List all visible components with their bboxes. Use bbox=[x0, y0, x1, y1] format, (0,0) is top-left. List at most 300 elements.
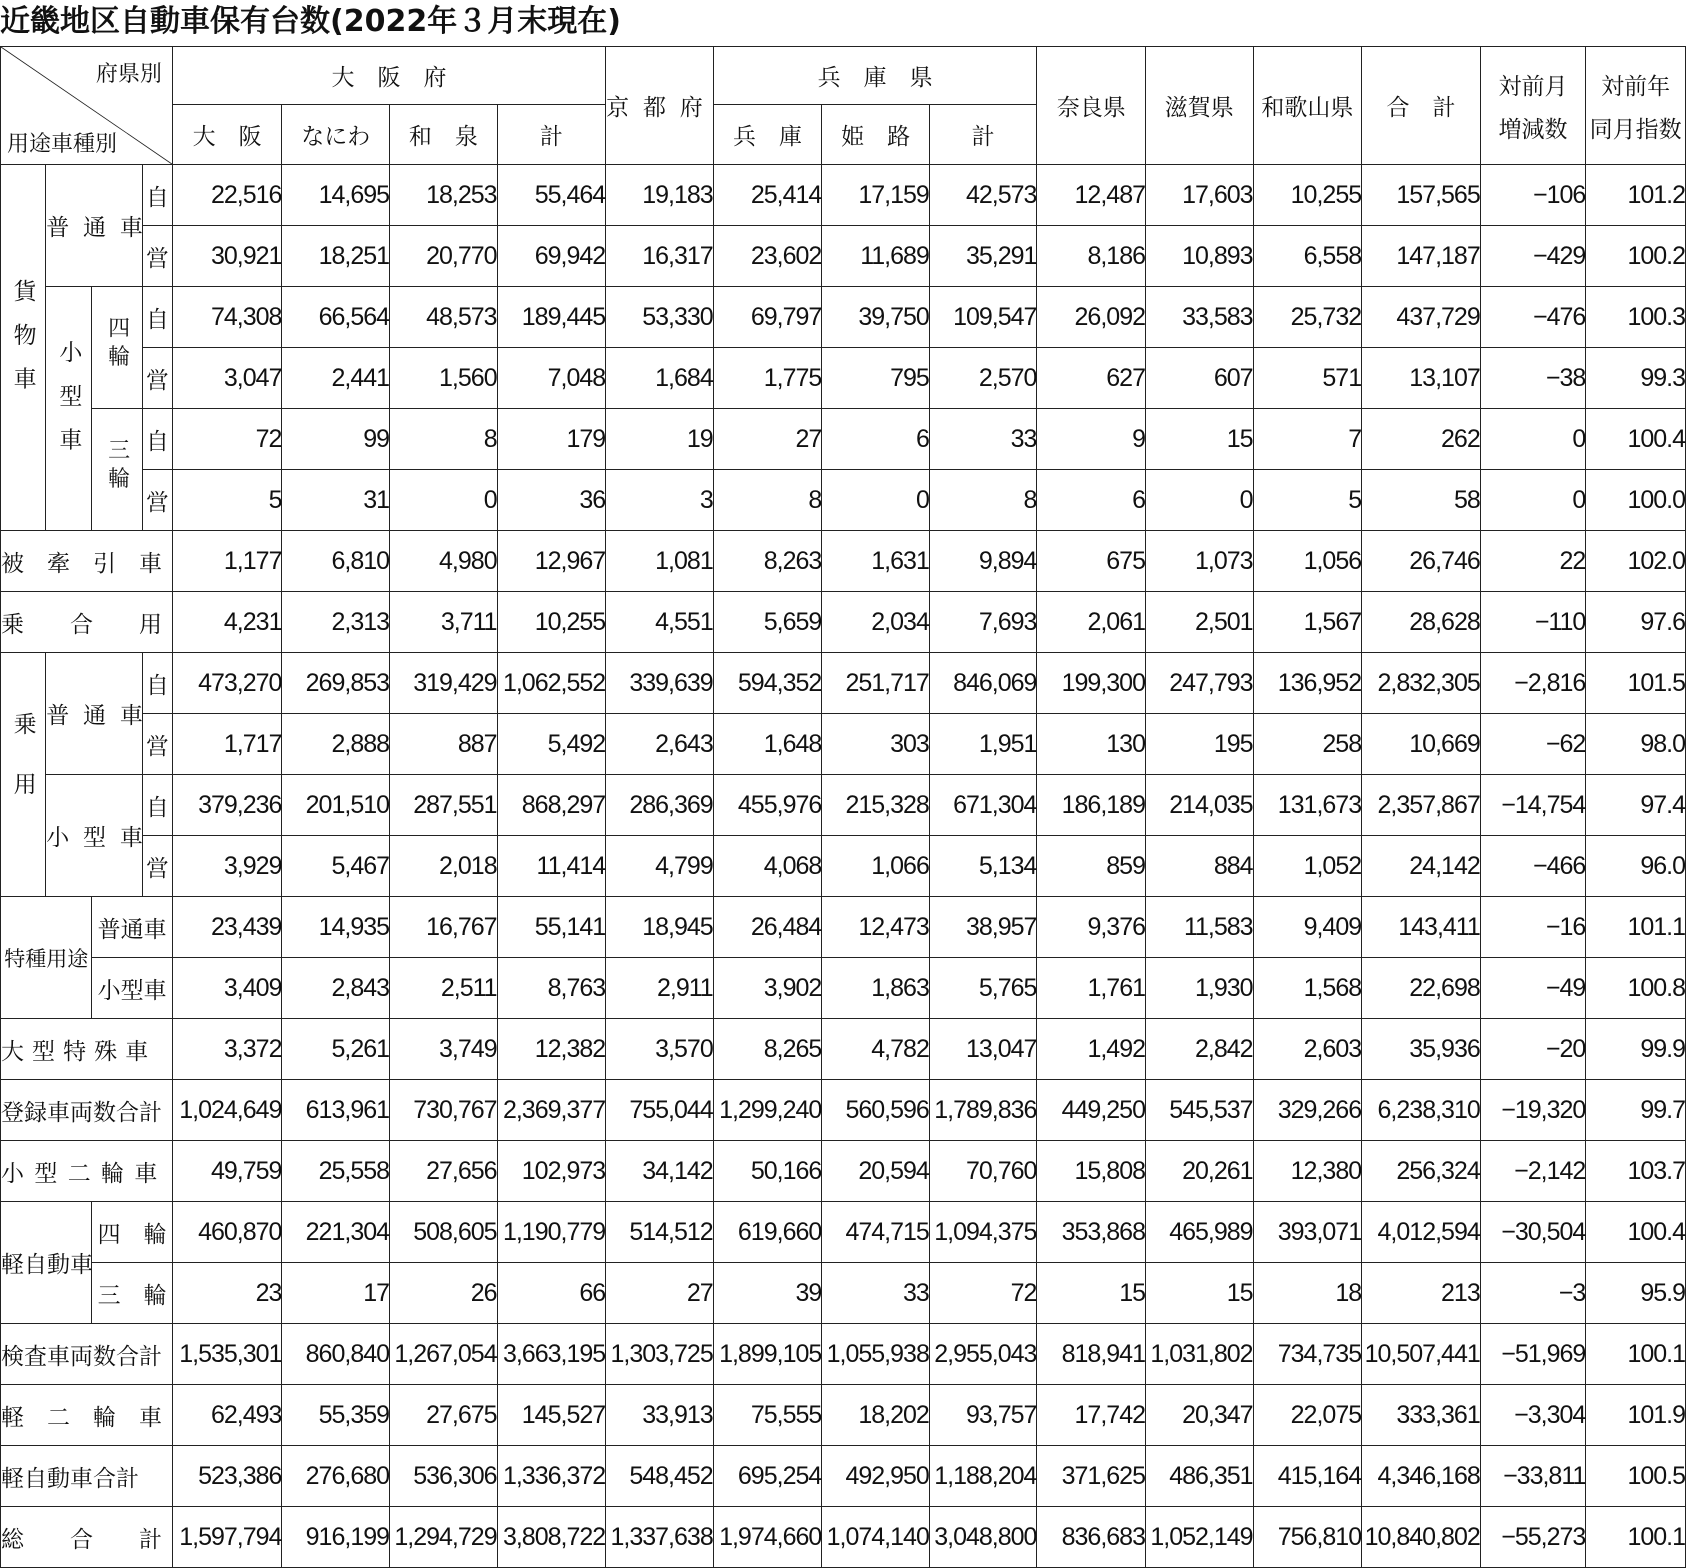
table-row bbox=[1, 409, 1686, 470]
cell-kyoto: 1,303,725 bbox=[606, 1324, 714, 1385]
cell-yoy-index: 100.1 bbox=[1586, 1507, 1686, 1568]
cell-osaka: 1,535,301 bbox=[172, 1324, 282, 1385]
cell-kyoto: 1,337,638 bbox=[606, 1507, 714, 1568]
cell-osaka: 49,759 bbox=[172, 1141, 282, 1202]
cell-wakayama: 571 bbox=[1253, 348, 1362, 409]
cell-kyoto: 3 bbox=[606, 470, 714, 531]
cell-nara: 9,376 bbox=[1037, 897, 1146, 958]
cell-mom-change: −55,273 bbox=[1480, 1507, 1586, 1568]
label-joyo: 乗用 bbox=[1, 653, 46, 897]
label-ei: 営 bbox=[142, 714, 172, 775]
cell-osaka: 379,236 bbox=[172, 775, 282, 836]
cell-himeji: 251,717 bbox=[822, 653, 930, 714]
cell-shiga: 214,035 bbox=[1146, 775, 1254, 836]
cell-naniwa: 269,853 bbox=[282, 653, 390, 714]
cell-wakayama: 258 bbox=[1253, 714, 1362, 775]
table-row bbox=[1, 287, 1686, 348]
cell-himeji: 303 bbox=[822, 714, 930, 775]
table-row bbox=[1, 592, 1686, 653]
label-kensa: 検査車両数合計 bbox=[1, 1324, 173, 1385]
label-shirin: 四輪 bbox=[92, 287, 142, 409]
cell-izumi: 16,767 bbox=[390, 897, 498, 958]
cell-hyogo-total: 1,951 bbox=[929, 714, 1037, 775]
cell-total: 24,142 bbox=[1362, 836, 1481, 897]
header-nara: 奈良県 bbox=[1037, 47, 1146, 165]
cell-himeji: 1,631 bbox=[822, 531, 930, 592]
header-mom-line2: 増減数 bbox=[1498, 116, 1568, 143]
table-row bbox=[1, 836, 1686, 897]
cell-total: 10,507,441 bbox=[1362, 1324, 1481, 1385]
cell-izumi: 18,253 bbox=[390, 165, 498, 226]
cell-hyogo: 1,775 bbox=[713, 348, 822, 409]
cell-osaka-total: 55,464 bbox=[497, 165, 606, 226]
cell-izumi: 1,267,054 bbox=[390, 1324, 498, 1385]
cell-osaka: 3,409 bbox=[172, 958, 282, 1019]
header-total: 合 計 bbox=[1362, 47, 1481, 165]
cell-osaka-total: 69,942 bbox=[497, 226, 606, 287]
cell-osaka: 523,386 bbox=[172, 1446, 282, 1507]
cell-mom-change: −2,142 bbox=[1480, 1141, 1586, 1202]
cell-yoy-index: 100.1 bbox=[1586, 1324, 1686, 1385]
cell-wakayama: 329,266 bbox=[1253, 1080, 1362, 1141]
cell-shiga: 195 bbox=[1146, 714, 1254, 775]
cell-osaka: 1,717 bbox=[172, 714, 282, 775]
corner-bottom-label: 用途車種別 bbox=[7, 132, 118, 157]
cell-kyoto: 2,911 bbox=[606, 958, 714, 1019]
cell-shiga: 607 bbox=[1146, 348, 1254, 409]
cell-nara: 17,742 bbox=[1037, 1385, 1146, 1446]
cell-mom-change: −19,320 bbox=[1480, 1080, 1586, 1141]
cell-nara: 627 bbox=[1037, 348, 1146, 409]
cell-naniwa: 860,840 bbox=[282, 1324, 390, 1385]
cell-himeji: 18,202 bbox=[822, 1385, 930, 1446]
cell-naniwa: 6,810 bbox=[282, 531, 390, 592]
cell-hyogo: 27 bbox=[713, 409, 822, 470]
label-kamotsu: 貨物車 bbox=[1, 165, 46, 531]
cell-osaka: 30,921 bbox=[172, 226, 282, 287]
cell-osaka-total: 189,445 bbox=[497, 287, 606, 348]
cell-total: 147,187 bbox=[1362, 226, 1481, 287]
header-mom-line1: 対前月 bbox=[1498, 73, 1568, 100]
cell-himeji: 1,066 bbox=[822, 836, 930, 897]
cell-osaka: 1,597,794 bbox=[172, 1507, 282, 1568]
cell-osaka: 1,177 bbox=[172, 531, 282, 592]
table-row bbox=[1, 958, 1686, 1019]
cell-shiga: 1,073 bbox=[1146, 531, 1254, 592]
cell-wakayama: 734,735 bbox=[1253, 1324, 1362, 1385]
cell-himeji: 12,473 bbox=[822, 897, 930, 958]
label-kogata: 小型車 bbox=[46, 287, 92, 531]
cell-mom-change: −2,816 bbox=[1480, 653, 1586, 714]
cell-himeji: 795 bbox=[822, 348, 930, 409]
label-ei: 営 bbox=[142, 470, 172, 531]
cell-naniwa: 5,261 bbox=[282, 1019, 390, 1080]
label-ei: 営 bbox=[142, 348, 172, 409]
cell-himeji: 2,034 bbox=[822, 592, 930, 653]
table-row bbox=[1, 897, 1686, 958]
cell-hyogo-total: 5,134 bbox=[929, 836, 1037, 897]
cell-kyoto: 19,183 bbox=[606, 165, 714, 226]
cell-osaka-total: 145,527 bbox=[497, 1385, 606, 1446]
cell-total: 143,411 bbox=[1362, 897, 1481, 958]
table-row bbox=[1, 1202, 1686, 1263]
corner-top-label: 府県別 bbox=[95, 62, 162, 87]
cell-himeji: 33 bbox=[822, 1263, 930, 1324]
cell-kyoto: 286,369 bbox=[606, 775, 714, 836]
label-sogo: 総 合 計 bbox=[1, 1507, 173, 1568]
table-row bbox=[1, 226, 1686, 287]
cell-total: 256,324 bbox=[1362, 1141, 1481, 1202]
cell-naniwa: 66,564 bbox=[282, 287, 390, 348]
label-sanrin: 三輪 bbox=[92, 409, 142, 531]
cell-total: 26,746 bbox=[1362, 531, 1481, 592]
cell-nara: 2,061 bbox=[1037, 592, 1146, 653]
label-kei-total: 軽自動車合計 bbox=[1, 1446, 173, 1507]
cell-kyoto: 2,643 bbox=[606, 714, 714, 775]
label-tokushu-kogata: 小型車 bbox=[92, 958, 172, 1019]
cell-shiga: 2,501 bbox=[1146, 592, 1254, 653]
vehicle-statistics-table bbox=[0, 46, 1686, 1568]
cell-yoy-index: 100.4 bbox=[1586, 1202, 1686, 1263]
cell-kyoto: 33,913 bbox=[606, 1385, 714, 1446]
cell-osaka-total: 2,369,377 bbox=[497, 1080, 606, 1141]
cell-osaka: 460,870 bbox=[172, 1202, 282, 1263]
label-ji: 自 bbox=[142, 653, 172, 714]
cell-wakayama: 131,673 bbox=[1253, 775, 1362, 836]
cell-total: 28,628 bbox=[1362, 592, 1481, 653]
cell-hyogo-total: 35,291 bbox=[929, 226, 1037, 287]
cell-izumi: 1,294,729 bbox=[390, 1507, 498, 1568]
cell-mom-change: −51,969 bbox=[1480, 1324, 1586, 1385]
cell-shiga: 0 bbox=[1146, 470, 1254, 531]
cell-nara: 836,683 bbox=[1037, 1507, 1146, 1568]
cell-total: 6,238,310 bbox=[1362, 1080, 1481, 1141]
cell-hyogo: 8,265 bbox=[713, 1019, 822, 1080]
cell-izumi: 2,018 bbox=[390, 836, 498, 897]
cell-mom-change: 22 bbox=[1480, 531, 1586, 592]
cell-kyoto: 19 bbox=[606, 409, 714, 470]
cell-izumi: 319,429 bbox=[390, 653, 498, 714]
cell-mom-change: −3 bbox=[1480, 1263, 1586, 1324]
cell-himeji: 6 bbox=[822, 409, 930, 470]
cell-himeji: 1,074,140 bbox=[822, 1507, 930, 1568]
cell-total: 262 bbox=[1362, 409, 1481, 470]
header-shiga: 滋賀県 bbox=[1146, 47, 1254, 165]
cell-naniwa: 31 bbox=[282, 470, 390, 531]
cell-mom-change: −110 bbox=[1480, 592, 1586, 653]
cell-himeji: 492,950 bbox=[822, 1446, 930, 1507]
cell-total: 213 bbox=[1362, 1263, 1481, 1324]
label-futsu: 普通車 bbox=[46, 165, 143, 287]
cell-mom-change: −466 bbox=[1480, 836, 1586, 897]
header-yoy bbox=[1586, 47, 1686, 165]
cell-kyoto: 514,512 bbox=[606, 1202, 714, 1263]
cell-mom-change: −476 bbox=[1480, 287, 1586, 348]
cell-osaka: 5 bbox=[172, 470, 282, 531]
cell-osaka: 22,516 bbox=[172, 165, 282, 226]
cell-wakayama: 756,810 bbox=[1253, 1507, 1362, 1568]
cell-hyogo: 69,797 bbox=[713, 287, 822, 348]
cell-izumi: 8 bbox=[390, 409, 498, 470]
cell-osaka-total: 36 bbox=[497, 470, 606, 531]
cell-hyogo-total: 1,188,204 bbox=[929, 1446, 1037, 1507]
table-row bbox=[1, 165, 1686, 226]
cell-mom-change: −33,811 bbox=[1480, 1446, 1586, 1507]
cell-izumi: 3,711 bbox=[390, 592, 498, 653]
cell-total: 10,669 bbox=[1362, 714, 1481, 775]
cell-total: 22,698 bbox=[1362, 958, 1481, 1019]
table-row bbox=[1, 1507, 1686, 1568]
cell-kyoto: 339,639 bbox=[606, 653, 714, 714]
cell-shiga: 20,347 bbox=[1146, 1385, 1254, 1446]
cell-naniwa: 221,304 bbox=[282, 1202, 390, 1263]
cell-mom-change: 0 bbox=[1480, 470, 1586, 531]
cell-shiga: 33,583 bbox=[1146, 287, 1254, 348]
cell-hyogo: 50,166 bbox=[713, 1141, 822, 1202]
cell-hyogo-total: 846,069 bbox=[929, 653, 1037, 714]
cell-shiga: 545,537 bbox=[1146, 1080, 1254, 1141]
cell-kyoto: 3,570 bbox=[606, 1019, 714, 1080]
cell-total: 2,357,867 bbox=[1362, 775, 1481, 836]
cell-shiga: 11,583 bbox=[1146, 897, 1254, 958]
cell-kyoto: 16,317 bbox=[606, 226, 714, 287]
cell-nara: 199,300 bbox=[1037, 653, 1146, 714]
cell-wakayama: 7 bbox=[1253, 409, 1362, 470]
table-row bbox=[1, 653, 1686, 714]
cell-himeji: 560,596 bbox=[822, 1080, 930, 1141]
cell-naniwa: 99 bbox=[282, 409, 390, 470]
cell-hyogo: 1,648 bbox=[713, 714, 822, 775]
cell-mom-change: −30,504 bbox=[1480, 1202, 1586, 1263]
cell-izumi: 27,656 bbox=[390, 1141, 498, 1202]
cell-osaka-total: 12,382 bbox=[497, 1019, 606, 1080]
label-toroku: 登録車両数合計 bbox=[1, 1080, 173, 1141]
cell-yoy-index: 99.7 bbox=[1586, 1080, 1686, 1141]
cell-kyoto: 1,684 bbox=[606, 348, 714, 409]
cell-nara: 6 bbox=[1037, 470, 1146, 531]
page-title: 近畿地区自動車保有台数(2022年３月末現在) bbox=[0, 4, 621, 39]
cell-hyogo-total: 1,094,375 bbox=[929, 1202, 1037, 1263]
cell-himeji: 20,594 bbox=[822, 1141, 930, 1202]
cell-wakayama: 12,380 bbox=[1253, 1141, 1362, 1202]
label-ji: 自 bbox=[142, 287, 172, 348]
cell-osaka: 3,929 bbox=[172, 836, 282, 897]
cell-naniwa: 18,251 bbox=[282, 226, 390, 287]
cell-osaka: 1,024,649 bbox=[172, 1080, 282, 1141]
header-hyogo: 兵 庫 bbox=[713, 105, 822, 165]
label-hiken: 被 牽 引 車 bbox=[1, 531, 173, 592]
cell-izumi: 508,605 bbox=[390, 1202, 498, 1263]
cell-izumi: 887 bbox=[390, 714, 498, 775]
cell-hyogo-total: 70,760 bbox=[929, 1141, 1037, 1202]
cell-osaka: 23,439 bbox=[172, 897, 282, 958]
cell-mom-change: −62 bbox=[1480, 714, 1586, 775]
label-noriai: 乗 合 用 bbox=[1, 592, 173, 653]
label-kei-nirin: 軽 二 輪 車 bbox=[1, 1385, 173, 1446]
cell-yoy-index: 101.1 bbox=[1586, 897, 1686, 958]
label-ei: 営 bbox=[142, 836, 172, 897]
cell-kyoto: 18,945 bbox=[606, 897, 714, 958]
cell-izumi: 730,767 bbox=[390, 1080, 498, 1141]
cell-naniwa: 2,313 bbox=[282, 592, 390, 653]
cell-wakayama: 1,052 bbox=[1253, 836, 1362, 897]
cell-osaka: 3,047 bbox=[172, 348, 282, 409]
cell-yoy-index: 100.8 bbox=[1586, 958, 1686, 1019]
cell-hyogo-total: 72 bbox=[929, 1263, 1037, 1324]
header-izumi: 和 泉 bbox=[390, 105, 498, 165]
cell-yoy-index: 98.0 bbox=[1586, 714, 1686, 775]
cell-total: 35,936 bbox=[1362, 1019, 1481, 1080]
header-hyogo-total: 計 bbox=[929, 105, 1037, 165]
cell-himeji: 4,782 bbox=[822, 1019, 930, 1080]
cell-shiga: 486,351 bbox=[1146, 1446, 1254, 1507]
cell-nara: 1,761 bbox=[1037, 958, 1146, 1019]
cell-wakayama: 18 bbox=[1253, 1263, 1362, 1324]
cell-shiga: 17,603 bbox=[1146, 165, 1254, 226]
cell-total: 4,346,168 bbox=[1362, 1446, 1481, 1507]
header-kyoto: 京都府 bbox=[606, 47, 714, 165]
cell-himeji: 1,863 bbox=[822, 958, 930, 1019]
cell-izumi: 26 bbox=[390, 1263, 498, 1324]
cell-izumi: 20,770 bbox=[390, 226, 498, 287]
cell-nara: 15 bbox=[1037, 1263, 1146, 1324]
cell-hyogo: 619,660 bbox=[713, 1202, 822, 1263]
header-corner bbox=[1, 47, 173, 165]
cell-himeji: 474,715 bbox=[822, 1202, 930, 1263]
header-mom bbox=[1480, 47, 1586, 165]
label-keijidosha: 軽自動車 bbox=[1, 1202, 92, 1324]
cell-nara: 353,868 bbox=[1037, 1202, 1146, 1263]
cell-nara: 859 bbox=[1037, 836, 1146, 897]
cell-nara: 8,186 bbox=[1037, 226, 1146, 287]
cell-kyoto: 53,330 bbox=[606, 287, 714, 348]
cell-himeji: 17,159 bbox=[822, 165, 930, 226]
cell-yoy-index: 96.0 bbox=[1586, 836, 1686, 897]
cell-shiga: 1,052,149 bbox=[1146, 1507, 1254, 1568]
cell-naniwa: 55,359 bbox=[282, 1385, 390, 1446]
cell-hyogo: 4,068 bbox=[713, 836, 822, 897]
cell-hyogo-total: 8 bbox=[929, 470, 1037, 531]
cell-osaka: 3,372 bbox=[172, 1019, 282, 1080]
cell-osaka-total: 868,297 bbox=[497, 775, 606, 836]
cell-shiga: 884 bbox=[1146, 836, 1254, 897]
cell-izumi: 2,511 bbox=[390, 958, 498, 1019]
cell-wakayama: 5 bbox=[1253, 470, 1362, 531]
cell-himeji: 215,328 bbox=[822, 775, 930, 836]
cell-wakayama: 415,164 bbox=[1253, 1446, 1362, 1507]
header-osaka-total: 計 bbox=[497, 105, 606, 165]
table-row bbox=[1, 470, 1686, 531]
cell-yoy-index: 99.3 bbox=[1586, 348, 1686, 409]
cell-osaka-total: 55,141 bbox=[497, 897, 606, 958]
cell-osaka-total: 3,663,195 bbox=[497, 1324, 606, 1385]
cell-shiga: 15 bbox=[1146, 409, 1254, 470]
cell-mom-change: −49 bbox=[1480, 958, 1586, 1019]
cell-shiga: 1,031,802 bbox=[1146, 1324, 1254, 1385]
cell-kyoto: 755,044 bbox=[606, 1080, 714, 1141]
cell-osaka: 23 bbox=[172, 1263, 282, 1324]
cell-hyogo: 3,902 bbox=[713, 958, 822, 1019]
cell-izumi: 48,573 bbox=[390, 287, 498, 348]
cell-yoy-index: 100.5 bbox=[1586, 1446, 1686, 1507]
cell-total: 437,729 bbox=[1362, 287, 1481, 348]
cell-hyogo-total: 2,570 bbox=[929, 348, 1037, 409]
cell-nara: 26,092 bbox=[1037, 287, 1146, 348]
cell-naniwa: 276,680 bbox=[282, 1446, 390, 1507]
cell-yoy-index: 100.2 bbox=[1586, 226, 1686, 287]
cell-osaka-total: 7,048 bbox=[497, 348, 606, 409]
cell-yoy-index: 101.9 bbox=[1586, 1385, 1686, 1446]
cell-hyogo: 594,352 bbox=[713, 653, 822, 714]
cell-mom-change: −38 bbox=[1480, 348, 1586, 409]
cell-naniwa: 2,843 bbox=[282, 958, 390, 1019]
cell-izumi: 0 bbox=[390, 470, 498, 531]
label-ji: 自 bbox=[142, 409, 172, 470]
label-kei-sanrin: 三 輪 bbox=[92, 1263, 172, 1324]
cell-osaka: 74,308 bbox=[172, 287, 282, 348]
header-naniwa: なにわ bbox=[282, 105, 390, 165]
cell-nara: 818,941 bbox=[1037, 1324, 1146, 1385]
table-row bbox=[1, 1019, 1686, 1080]
cell-kyoto: 27 bbox=[606, 1263, 714, 1324]
cell-osaka-total: 1,190,779 bbox=[497, 1202, 606, 1263]
cell-hyogo-total: 1,789,836 bbox=[929, 1080, 1037, 1141]
cell-osaka-total: 1,062,552 bbox=[497, 653, 606, 714]
cell-naniwa: 14,695 bbox=[282, 165, 390, 226]
cell-osaka-total: 10,255 bbox=[497, 592, 606, 653]
cell-hyogo-total: 42,573 bbox=[929, 165, 1037, 226]
cell-nara: 12,487 bbox=[1037, 165, 1146, 226]
cell-osaka-total: 102,973 bbox=[497, 1141, 606, 1202]
cell-hyogo: 455,976 bbox=[713, 775, 822, 836]
label-kogata-nirin: 小型二輪車 bbox=[1, 1141, 173, 1202]
label-ji: 自 bbox=[142, 165, 172, 226]
header-osaka: 大 阪 bbox=[172, 105, 282, 165]
cell-yoy-index: 100.0 bbox=[1586, 470, 1686, 531]
cell-wakayama: 22,075 bbox=[1253, 1385, 1362, 1446]
table-row bbox=[1, 531, 1686, 592]
cell-naniwa: 2,888 bbox=[282, 714, 390, 775]
cell-naniwa: 2,441 bbox=[282, 348, 390, 409]
cell-hyogo: 1,974,660 bbox=[713, 1507, 822, 1568]
cell-hyogo-total: 38,957 bbox=[929, 897, 1037, 958]
cell-mom-change: −106 bbox=[1480, 165, 1586, 226]
cell-izumi: 536,306 bbox=[390, 1446, 498, 1507]
cell-kyoto: 4,799 bbox=[606, 836, 714, 897]
cell-wakayama: 136,952 bbox=[1253, 653, 1362, 714]
cell-hyogo: 1,899,105 bbox=[713, 1324, 822, 1385]
cell-mom-change: −3,304 bbox=[1480, 1385, 1586, 1446]
cell-yoy-index: 103.7 bbox=[1586, 1141, 1686, 1202]
cell-hyogo: 39 bbox=[713, 1263, 822, 1324]
cell-wakayama: 1,567 bbox=[1253, 592, 1362, 653]
cell-hyogo: 26,484 bbox=[713, 897, 822, 958]
cell-hyogo-total: 109,547 bbox=[929, 287, 1037, 348]
cell-osaka-total: 1,336,372 bbox=[497, 1446, 606, 1507]
cell-yoy-index: 102.0 bbox=[1586, 531, 1686, 592]
cell-naniwa: 916,199 bbox=[282, 1507, 390, 1568]
header-hyogo-group: 兵 庫 県 bbox=[713, 47, 1037, 105]
cell-nara: 15,808 bbox=[1037, 1141, 1146, 1202]
cell-osaka-total: 5,492 bbox=[497, 714, 606, 775]
label-ji: 自 bbox=[142, 775, 172, 836]
cell-naniwa: 14,935 bbox=[282, 897, 390, 958]
cell-nara: 675 bbox=[1037, 531, 1146, 592]
cell-osaka-total: 66 bbox=[497, 1263, 606, 1324]
cell-osaka-total: 3,808,722 bbox=[497, 1507, 606, 1568]
cell-nara: 1,492 bbox=[1037, 1019, 1146, 1080]
table-row bbox=[1, 1263, 1686, 1324]
